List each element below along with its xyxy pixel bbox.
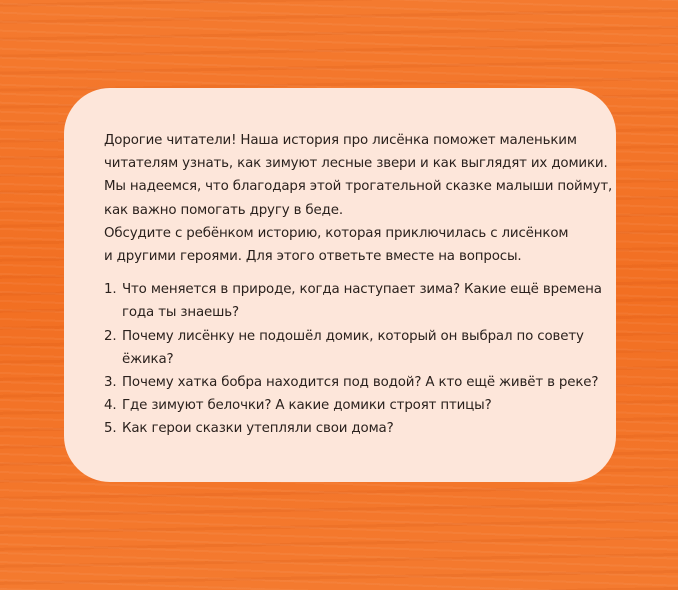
question-number: 2. xyxy=(104,328,117,344)
intro-line: читателям узнать, как зимуют лесные звери и как выглядят их домики. xyxy=(104,156,608,172)
intro-line: как важно помогать другу в беде. xyxy=(104,202,343,218)
question-line: Как герои сказки утепляли свои дома? xyxy=(122,421,394,437)
questions-list xyxy=(104,278,602,440)
question-item xyxy=(104,325,596,371)
question-item xyxy=(104,394,596,417)
question-number: 1. xyxy=(104,282,117,298)
question-item xyxy=(104,417,596,440)
question-number: 4. xyxy=(104,398,117,414)
question-item xyxy=(104,371,599,394)
question-number: 5. xyxy=(104,421,117,437)
question-line: ёжика? xyxy=(122,351,174,367)
info-card xyxy=(64,88,616,482)
question-line: года ты знаешь? xyxy=(122,305,239,321)
question-line: Почему лисёнку не подошёл домик, который он выбрал по совету xyxy=(122,328,584,344)
question-number: 3. xyxy=(104,375,117,391)
intro-line: Мы надеемся, что благодаря этой трогательной сказке малыши поймут, xyxy=(104,179,613,195)
intro-line: и другими героями. Для этого ответьте вместе на вопросы. xyxy=(104,249,522,265)
question-line: Где зимуют белочки? А какие домики строят птицы? xyxy=(122,398,492,414)
question-line: Почему хатка бобра находится под водой? А кто ещё живёт в реке? xyxy=(122,375,599,391)
intro-text xyxy=(104,129,613,268)
intro-line: Дорогие читатели! Наша история про лисёнка поможет маленьким xyxy=(104,133,577,148)
intro-line: Обсудите с ребёнком историю, которая приключилась с лисёнком xyxy=(104,225,569,241)
question-line: Что меняется в природе, когда наступает зима? Какие ещё времена xyxy=(122,282,602,298)
question-item xyxy=(104,278,602,324)
